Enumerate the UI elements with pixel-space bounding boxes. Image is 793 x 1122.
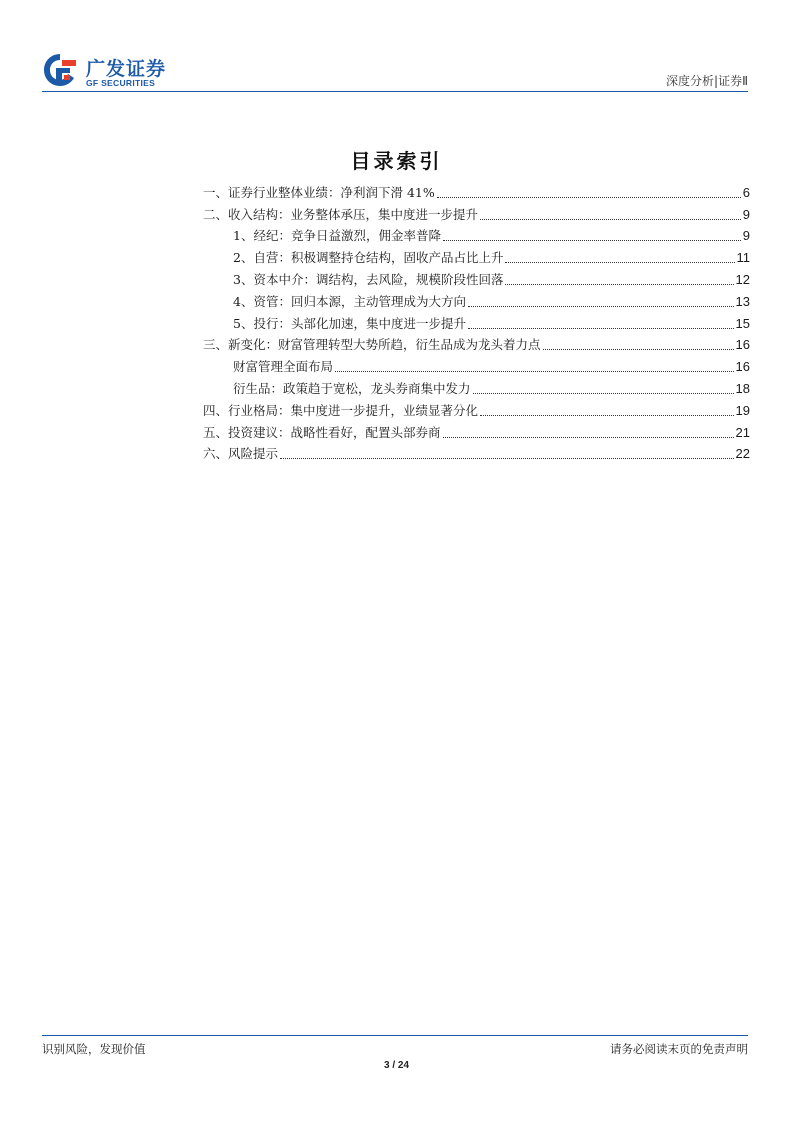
toc-entry-text: 四、行业格局：集中度进一步提升，业绩显著分化 [203, 402, 479, 418]
toc-entry-text: 五、投资建议：战略性看好，配置头部券商 [203, 424, 441, 440]
header-divider [42, 91, 748, 92]
toc-title: 目录索引 [350, 149, 443, 173]
toc-entry[interactable] [203, 310, 750, 332]
toc-entry-page: 15 [735, 315, 750, 331]
toc-entry-text: 5、投行：头部化加速，集中度进一步提升 [233, 315, 466, 331]
toc-leader-dots [280, 458, 734, 459]
page-number: 3 / 24 [383, 1060, 410, 1071]
toc-entry[interactable] [203, 419, 750, 441]
toc-entry-text: 三、新变化：财富管理转型大势所趋，衍生品成为龙头着力点 [203, 337, 541, 353]
toc-leader-dots [468, 306, 734, 307]
toc-leader-dots [543, 349, 734, 350]
toc-entry-text: 六、风险提示 [203, 446, 279, 462]
logo-english-text: GF SECURITIES [86, 78, 156, 88]
toc-leader-dots [443, 240, 741, 241]
footer-divider [42, 1035, 748, 1036]
toc-entry[interactable] [203, 397, 750, 419]
toc-entry-page: 12 [735, 271, 750, 287]
toc-entry-page: 21 [735, 424, 750, 440]
footer-disclaimer: 请务必阅读末页的免责声明 [610, 1042, 748, 1056]
toc-entry-page: 18 [735, 380, 750, 396]
toc-entry-page: 6 [742, 184, 750, 200]
toc-entry-page: 9 [742, 228, 750, 244]
toc-entry-text: 财富管理全面布局 [233, 359, 334, 375]
toc-leader-dots [437, 197, 741, 198]
report-type-label: 深度分析|证券Ⅱ [666, 74, 748, 88]
toc-entry-page: 16 [735, 337, 750, 353]
toc-leader-dots [505, 284, 733, 285]
toc-entry-text: 一、证券行业整体业绩：净利润下滑 41% [203, 184, 435, 200]
toc-entry[interactable] [203, 375, 750, 397]
toc-entry-page: 11 [736, 250, 750, 266]
toc-entry-page: 19 [735, 402, 750, 418]
toc-entry[interactable] [203, 266, 750, 288]
toc-leader-dots [505, 262, 734, 263]
toc-entry[interactable] [203, 441, 750, 463]
toc-entry-text: 1、经纪：竞争日益激烈，佣金率普降 [233, 228, 441, 244]
toc-entry[interactable] [203, 223, 750, 245]
toc-entry-page: 9 [742, 206, 750, 222]
logo-chinese-text: 广发证券 [86, 58, 167, 80]
gf-logo-icon [42, 52, 78, 88]
toc-entry[interactable] [203, 332, 750, 354]
toc-leader-dots [468, 328, 734, 329]
toc-entry[interactable] [203, 288, 750, 310]
toc-entry-page: 22 [735, 446, 750, 462]
toc-leader-dots [335, 371, 734, 372]
toc-entry-text: 2、自营：积极调整持仓结构，固收产品占比上升 [233, 250, 504, 266]
toc-leader-dots [480, 219, 741, 220]
toc-entry[interactable] [203, 179, 750, 201]
toc-entry-page: 16 [735, 359, 750, 375]
footer-slogan: 识别风险，发现价值 [42, 1042, 146, 1056]
toc-leader-dots [480, 415, 734, 416]
toc-entry[interactable] [203, 353, 750, 375]
toc-leader-dots [473, 393, 734, 394]
company-logo [42, 52, 182, 92]
toc-leader-dots [443, 437, 734, 438]
toc-entry[interactable] [203, 201, 750, 223]
toc-entry-text: 4、资管：回归本源，主动管理成为大方向 [233, 293, 466, 309]
toc-entry-text: 3、资本中介：调结构，去风险，规模阶段性回落 [233, 271, 504, 287]
toc-entry-text: 二、收入结构：业务整体承压，集中度进一步提升 [203, 206, 479, 222]
toc-entry-page: 13 [735, 293, 750, 309]
table-of-contents [203, 179, 750, 462]
toc-entry[interactable] [203, 244, 750, 266]
toc-entry-text: 衍生品：政策趋于宽松，龙头券商集中发力 [233, 380, 471, 396]
